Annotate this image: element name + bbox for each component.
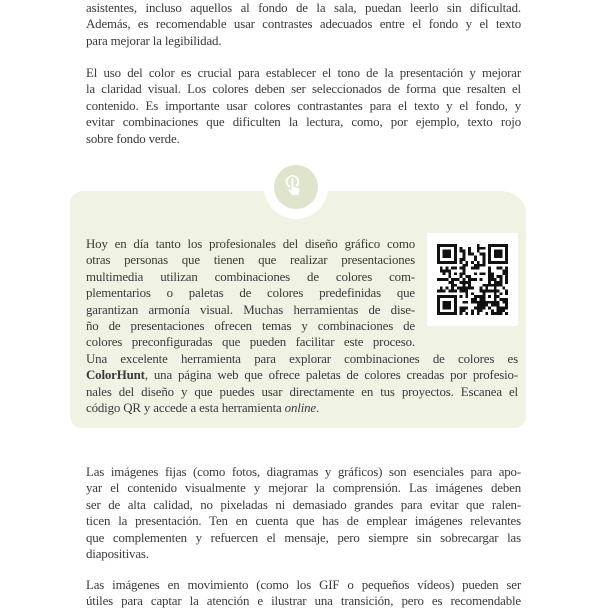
paragraph-legibility [86, 0, 521, 49]
text-line: Además, es recomendable usar contrastes adecuados entre el fondo y el texto [86, 17, 521, 32]
text-line: diapositivas. [86, 547, 149, 562]
text-line: asistentes, incluso aquellos al fondo de la sala, puedan leerlo sin dificultad. [86, 1, 521, 15]
text-line: ño de presentaciones ofrecen temas y combinaciones de [86, 319, 415, 334]
text-line: Hoy en día tanto los profesionales del diseño gráfico como [86, 237, 415, 251]
text-line: multimedia utilizan combinaciones de colores com- [86, 269, 415, 284]
text-line: yar el contenido visualmente y mejorar la comprensión. Las imágenes deben [86, 481, 521, 496]
text-line: Una excelente herramienta para explorar combinaciones de colores es [86, 351, 518, 366]
text-line: nales del diseño y que puedes usar directamente en tus proyectos. Escanea el [86, 384, 518, 399]
text-line: que complementen y refuercen el mensaje, pero siempre sin sobrecargar las [86, 530, 521, 545]
callout-paragraph-wide [86, 351, 518, 417]
text-line: sobre fondo verde. [86, 131, 180, 146]
text-line: garantizan armonía visual. Muchas herramientas de dise- [86, 302, 415, 317]
text-line: ser de alta calidad, no pixeladas ni demasiado grandes para evitar que ralen- [86, 497, 521, 512]
qr-panel [427, 233, 518, 326]
text-line: código QR y accede a esta herramienta online. [86, 401, 320, 416]
text-line: evitar combinaciones que dificulten la lectura, como, por ejemplo, texto rojo [86, 115, 521, 130]
text-line: plementarios o paletas de colores predefinidas que [86, 286, 415, 301]
text-line: Las imágenes en movimiento (como los GIF o pequeños vídeos) pueden ser [86, 578, 521, 592]
text-line: Las imágenes fijas (como fotos, diagramas y gráficos) son esenciales para apo- [86, 465, 521, 479]
text-line: ticen la presentación. Ten en cuenta que has de emplear imágenes relevantes [86, 514, 521, 529]
text-line: para mejorar la legibilidad. [86, 33, 222, 48]
text-line: útiles para captar la atención e ilustrar una transición, pero es recomendable [86, 594, 521, 609]
text-line: colores preconfiguradas que pueden facilitar este proceso. [86, 335, 415, 350]
paragraph-static-images [86, 464, 521, 562]
text-line: contenido. Es importante usar colores contrastantes para el texto y el fondo, y [86, 98, 521, 113]
paragraph-moving-images-clipped [86, 577, 521, 610]
text-line: la claridad visual. Los colores deben ser seleccionados de forma que resalten el [86, 82, 521, 97]
callout-content [86, 236, 518, 416]
text-line: ColorHunt, una página web que ofrece paletas de colores creadas por profesio- [86, 368, 518, 383]
tap-hand-icon [274, 165, 318, 209]
qr-code-canvas [437, 244, 508, 315]
tap-hand-icon-glyph [282, 173, 310, 201]
text-line: otras personas que tienen que realizar presentaciones [86, 253, 415, 268]
text-line: El uso del color es crucial para establecer el tono de la presentación y mejorar [86, 66, 521, 80]
paragraph-color-usage [86, 65, 521, 147]
